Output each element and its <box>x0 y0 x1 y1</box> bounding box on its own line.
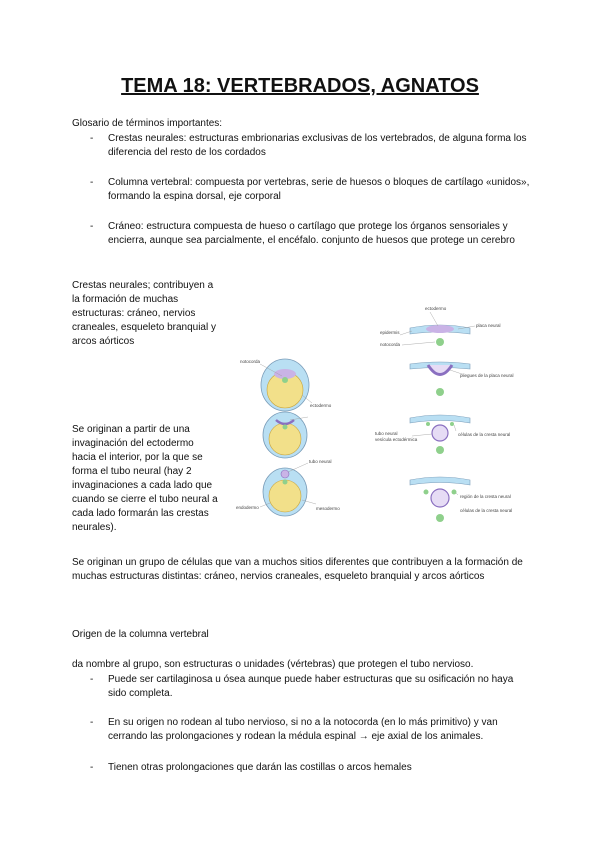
fig-label: mesodermo <box>316 506 340 511</box>
crests-paragraph-2: Se originan a partir de una invaginación del ectodermo hacia el interior, por la que se forma el tubo neural (hay 2 invaginaciones a cada lado que cuando se cierre el tubo neural a cada lado formarán las crestas neurales). <box>72 424 218 533</box>
fig-label: región de la cresta neural <box>460 494 511 499</box>
fig-label: pliegues de la placa neural <box>460 373 514 378</box>
crests-paragraph-1: Crestas neurales; contribuyen a la formación de muchas estructuras: cráneo, nervios craneales, esqueleto branquial y arcos aórticos <box>72 280 216 347</box>
glossary-item: - Columna vertebral: compuesta por vertebras, serie de huesos o bloques de cartílago «unidos», formando la espina dorsal, eje corporal <box>90 177 530 202</box>
fig-label: endodermo <box>236 505 259 510</box>
page-title: TEMA 18: VERTEBRADOS, AGNATOS <box>121 75 479 97</box>
fig-label: células de la cresta neural <box>460 508 513 513</box>
crests-paragraph-3: Se originan un grupo de células que van a muchos sitios diferentes que contribuyen a la formación de muchas estructuras distintas: cráneo, nervios craneales, esqueleto branquial y arcos aórticos <box>72 557 523 582</box>
glossary-item-text: Crestas neurales: estructuras embrionarias exclusivas de los vertebrados, de alguna forma los diferencia del resto de los cordados <box>108 133 527 158</box>
glossary-item: - Crestas neurales: estructuras embrionarias exclusivas de los vertebrados, de alguna forma los diferencia del resto de los cordados <box>90 132 530 160</box>
fig-label: células de la cresta neural <box>458 432 511 437</box>
fig-label: tubo neural <box>375 431 398 436</box>
column-intro: da nombre al grupo, son estructuras o unidades (vértebras) que protegen el tubo nervioso. <box>72 659 474 670</box>
neural-crest-figure <box>230 300 520 535</box>
fig-label: epidermis <box>380 330 400 335</box>
fig-label: tubo neural <box>309 459 332 464</box>
fig-label: vesícula ectodérmica <box>375 437 418 442</box>
column-item-text: En su origen no rodean al tubo nervioso, si no a la notocorda (en lo más primitivo) y van cerrando las prolongaciones y rodean la médula espinal → eje axial de los animales. <box>108 717 498 742</box>
fig-label: placa neural <box>476 323 501 328</box>
fig-label: notocorda <box>380 342 401 347</box>
column-item-text: Puede ser cartilaginosa u ósea aunque puede haber estructuras que su osificación no haya sido completa. <box>108 674 514 699</box>
column-item-text: Tienen otras prolongaciones que darán las costillas o arcos hemales <box>108 762 412 773</box>
embryo-section-2 <box>263 412 307 458</box>
fig-label: ectodermo <box>425 306 447 311</box>
glossary-item-text: Columna vertebral: compuesta por vertebras, serie de huesos o bloques de cartílago «unidos», formando la espina dorsal, eje corporal <box>108 177 530 202</box>
column-item: - Puede ser cartilaginosa u ósea aunque puede haber estructuras que su osificación no haya sido completa. <box>90 673 530 701</box>
column-item: - En su origen no rodean al tubo nervioso, si no a la notocorda (en lo más primitivo) y van cerrando las prolongaciones y rodean la médula espinal → eje axial de los animales. <box>90 716 530 744</box>
column-item: - Tienen otras prolongaciones que darán las costillas o arcos hemales <box>90 761 530 775</box>
embryo-section-1 <box>261 359 309 411</box>
neural-stage-1 <box>410 325 470 346</box>
fig-label: notocorda <box>240 359 261 364</box>
embryo-section-3 <box>263 468 307 516</box>
neural-stage-2 <box>410 362 470 396</box>
glossary-heading: Glosario de términos importantes: <box>72 118 223 129</box>
glossary-item-text: Cráneo: estructura compuesta de hueso o cartílago que protege los órganos sensoriales y encierra, aunque sea parcialmente, el encéfalo. conjunto de huesos que protege un cerebro <box>108 221 515 246</box>
fig-label: ectodermo <box>310 403 332 408</box>
column-heading: Origen de la columna vertebral <box>72 629 209 640</box>
neural-stage-4 <box>410 477 470 522</box>
glossary-item: - Cráneo: estructura compuesta de hueso o cartílago que protege los órganos sensoriales y encierra, aunque sea parcialmente, el encéfalo. conjunto de huesos que protege un cerebro <box>90 220 530 248</box>
